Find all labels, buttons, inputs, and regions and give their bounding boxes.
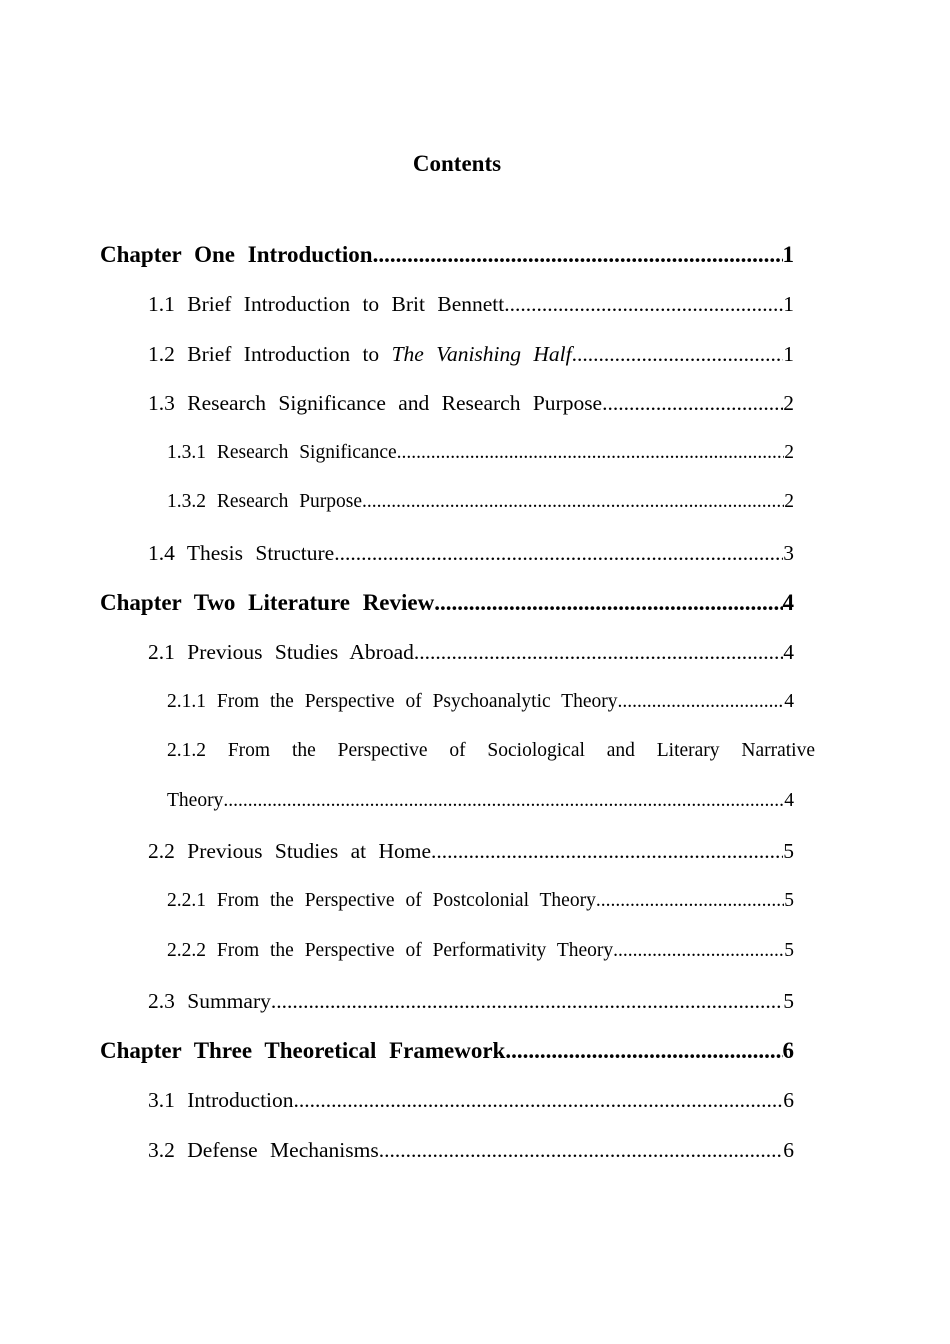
- toc-entry-2-1-1[interactable]: [167, 685, 794, 719]
- toc-entry-label: 3.1 Introduction: [148, 1088, 294, 1112]
- toc-page-number: 1: [783, 342, 794, 366]
- toc-entry-2-2-1[interactable]: [167, 884, 794, 918]
- toc-entry-label: Chapter One Introduction: [100, 242, 373, 267]
- dot-leader: [572, 337, 784, 371]
- dot-leader: [505, 1034, 782, 1068]
- toc-page-number: 3: [783, 541, 794, 565]
- toc-page-number: 5: [784, 940, 794, 961]
- dot-leader: [397, 436, 785, 470]
- dot-leader: [596, 884, 784, 918]
- toc-entry-label: 2.2 Previous Studies at Home: [148, 839, 431, 863]
- toc-entry-1-4[interactable]: [148, 536, 794, 570]
- toc-entry-3-2[interactable]: [148, 1133, 794, 1167]
- toc-entry-label: Theory: [167, 790, 224, 811]
- toc-entry-label: 1.3.1 Research Significance: [167, 442, 397, 463]
- dot-leader: [414, 635, 783, 669]
- dot-leader: [431, 834, 783, 868]
- toc-entry-label: [148, 337, 572, 371]
- dot-leader: [362, 485, 784, 519]
- dot-leader: [271, 984, 783, 1018]
- page-title: Contents: [412, 151, 502, 176]
- toc-entry-label: 1.4 Thesis Structure: [148, 541, 335, 565]
- toc-page-number: 4: [784, 691, 794, 712]
- toc-entry-chapter-two[interactable]: [100, 586, 794, 620]
- toc-page-number: 2: [784, 442, 794, 463]
- toc-entry-label: 2.3 Summary: [148, 989, 271, 1013]
- dot-leader: [223, 784, 784, 818]
- toc-entry-1-1[interactable]: [148, 287, 794, 321]
- toc-page-number: 1: [782, 242, 794, 267]
- toc-page-number: 4: [784, 790, 794, 811]
- toc-entry-2-1-2-line2[interactable]: [167, 784, 794, 818]
- toc-entry-label: Chapter Three Theoretical Framework: [100, 1038, 506, 1063]
- toc-entry-2-1[interactable]: [148, 635, 794, 669]
- toc-page-number: 5: [783, 839, 794, 863]
- toc-entry-label: 2.1 Previous Studies Abroad: [148, 640, 414, 664]
- dot-leader: [373, 238, 783, 272]
- toc-page-number: 4: [782, 590, 794, 615]
- toc-entry-label-prefix: 1.2 Brief Introduction to: [148, 342, 392, 366]
- toc-entry-2-3[interactable]: [148, 984, 794, 1018]
- toc-entry-1-3-1[interactable]: [167, 436, 794, 470]
- toc-page-number: 1: [783, 292, 794, 316]
- dot-leader: [613, 934, 784, 968]
- dot-leader: [434, 586, 782, 620]
- toc-entry-2-2-2[interactable]: [167, 934, 794, 968]
- toc-entry-label: Chapter Two Literature Review: [100, 590, 435, 615]
- dot-leader: [379, 1133, 784, 1167]
- toc-entry-3-1[interactable]: [148, 1083, 794, 1117]
- toc-page-number: 2: [783, 391, 794, 415]
- toc-page-number: 6: [783, 1138, 794, 1162]
- toc-page-number: 5: [784, 890, 794, 911]
- toc-entry-chapter-three[interactable]: [100, 1034, 794, 1068]
- dot-leader: [504, 287, 783, 321]
- dot-leader: [617, 685, 784, 719]
- book-title: The Vanishing Half: [391, 342, 572, 366]
- toc-page-number: 5: [783, 989, 794, 1013]
- toc-entry-1-3-2[interactable]: [167, 485, 794, 519]
- toc-page-number: 2: [784, 491, 794, 512]
- toc-entry-label: 2.1.1 From the Perspective of Psychoanalytic Theory: [167, 691, 618, 712]
- toc-entry-label: 1.3 Research Significance and Research Purpose: [148, 391, 603, 415]
- toc-entry-label: 2.2.1 From the Perspective of Postcolonial Theory: [167, 890, 596, 911]
- toc-entry-chapter-one[interactable]: [100, 238, 794, 272]
- toc-page-number: 6: [782, 1038, 794, 1063]
- toc-page-number: 4: [783, 640, 794, 664]
- dot-leader: [602, 386, 783, 420]
- toc-entry-1-3[interactable]: [148, 386, 794, 420]
- toc-entry-label: 3.2 Defense Mechanisms: [148, 1138, 379, 1162]
- toc-entry-label: 2.2.2 From the Perspective of Performativity Theory: [167, 940, 614, 961]
- toc-entry-label: 1.1 Brief Introduction to Brit Bennett: [148, 292, 505, 316]
- toc-entry-2-1-2-line1[interactable]: 2.1.2 From the Perspective of Sociological and Literary Narrative: [167, 740, 815, 761]
- toc-entry-2-2[interactable]: [148, 834, 794, 868]
- dot-leader: [334, 536, 783, 570]
- dot-leader: [294, 1083, 784, 1117]
- toc-entry-1-2[interactable]: [148, 337, 794, 371]
- toc-entry-label: 1.3.2 Research Purpose: [167, 491, 363, 512]
- toc-page-number: 6: [783, 1088, 794, 1112]
